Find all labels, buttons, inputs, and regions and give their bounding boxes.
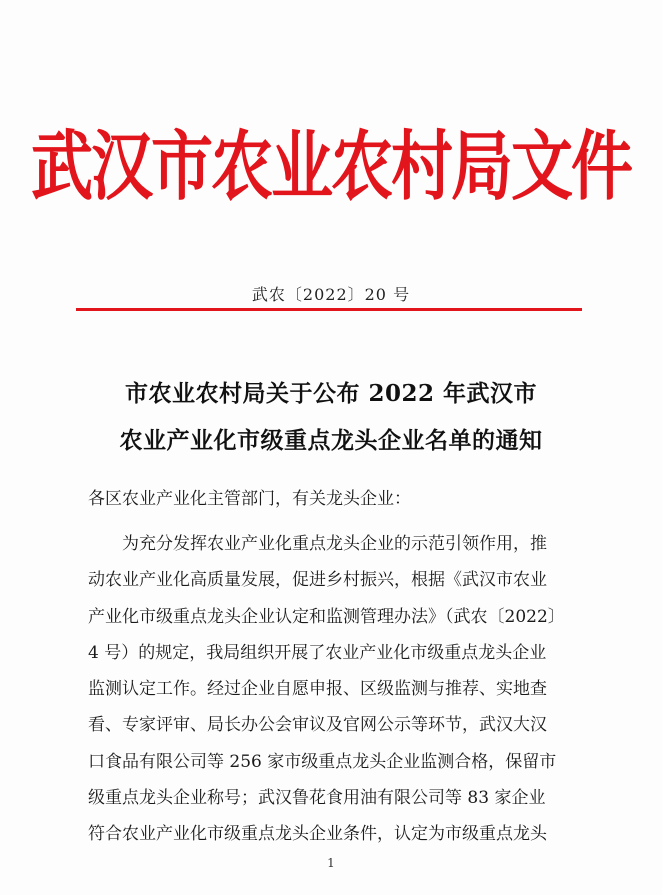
document-number: 武农〔2022〕20 号	[251, 285, 411, 304]
page-number: 1	[327, 856, 335, 870]
body-line: 4 号）的规定，我局组织开展了农业产业化市级重点龙头企业	[88, 642, 547, 663]
salutation: 各区农业产业化主管部门，有关龙头企业：	[88, 489, 411, 509]
body-line: 口食品有限公司等 256 家市级重点龙头企业监测合格，保留市	[88, 751, 557, 772]
body-line: 监测认定工作。经过企业自愿申报、区级监测与推荐、实地查	[88, 679, 547, 700]
notice-title-line-1: 市农业农村局关于公布 2022 年武汉市	[124, 380, 538, 407]
body-line: 产业化市级重点龙头企业认定和监测管理办法》（武农〔2022〕	[88, 606, 565, 627]
red-rule-divider	[76, 308, 582, 311]
body-line: 看、专家评审、局长办公会审议及官网公示等环节，武汉大汉	[88, 715, 547, 736]
body-line: 动农业产业化高质量发展，促进乡村振兴，根据《武汉市农业	[88, 570, 547, 591]
body-line: 级重点龙头企业称号；武汉鲁花食用油有限公司等 83 家企业	[88, 788, 546, 809]
masthead-title: 武汉市农业农村局文件	[30, 121, 631, 211]
body-paragraph	[88, 526, 578, 853]
body-line: 为充分发挥农业产业化重点龙头企业的示范引领作用，推	[122, 534, 547, 554]
body-line: 符合农业产业化市级重点龙头企业条件，认定为市级重点龙头	[88, 824, 547, 845]
notice-title-line-2: 农业产业化市级重点龙头企业名单的通知	[119, 427, 543, 454]
